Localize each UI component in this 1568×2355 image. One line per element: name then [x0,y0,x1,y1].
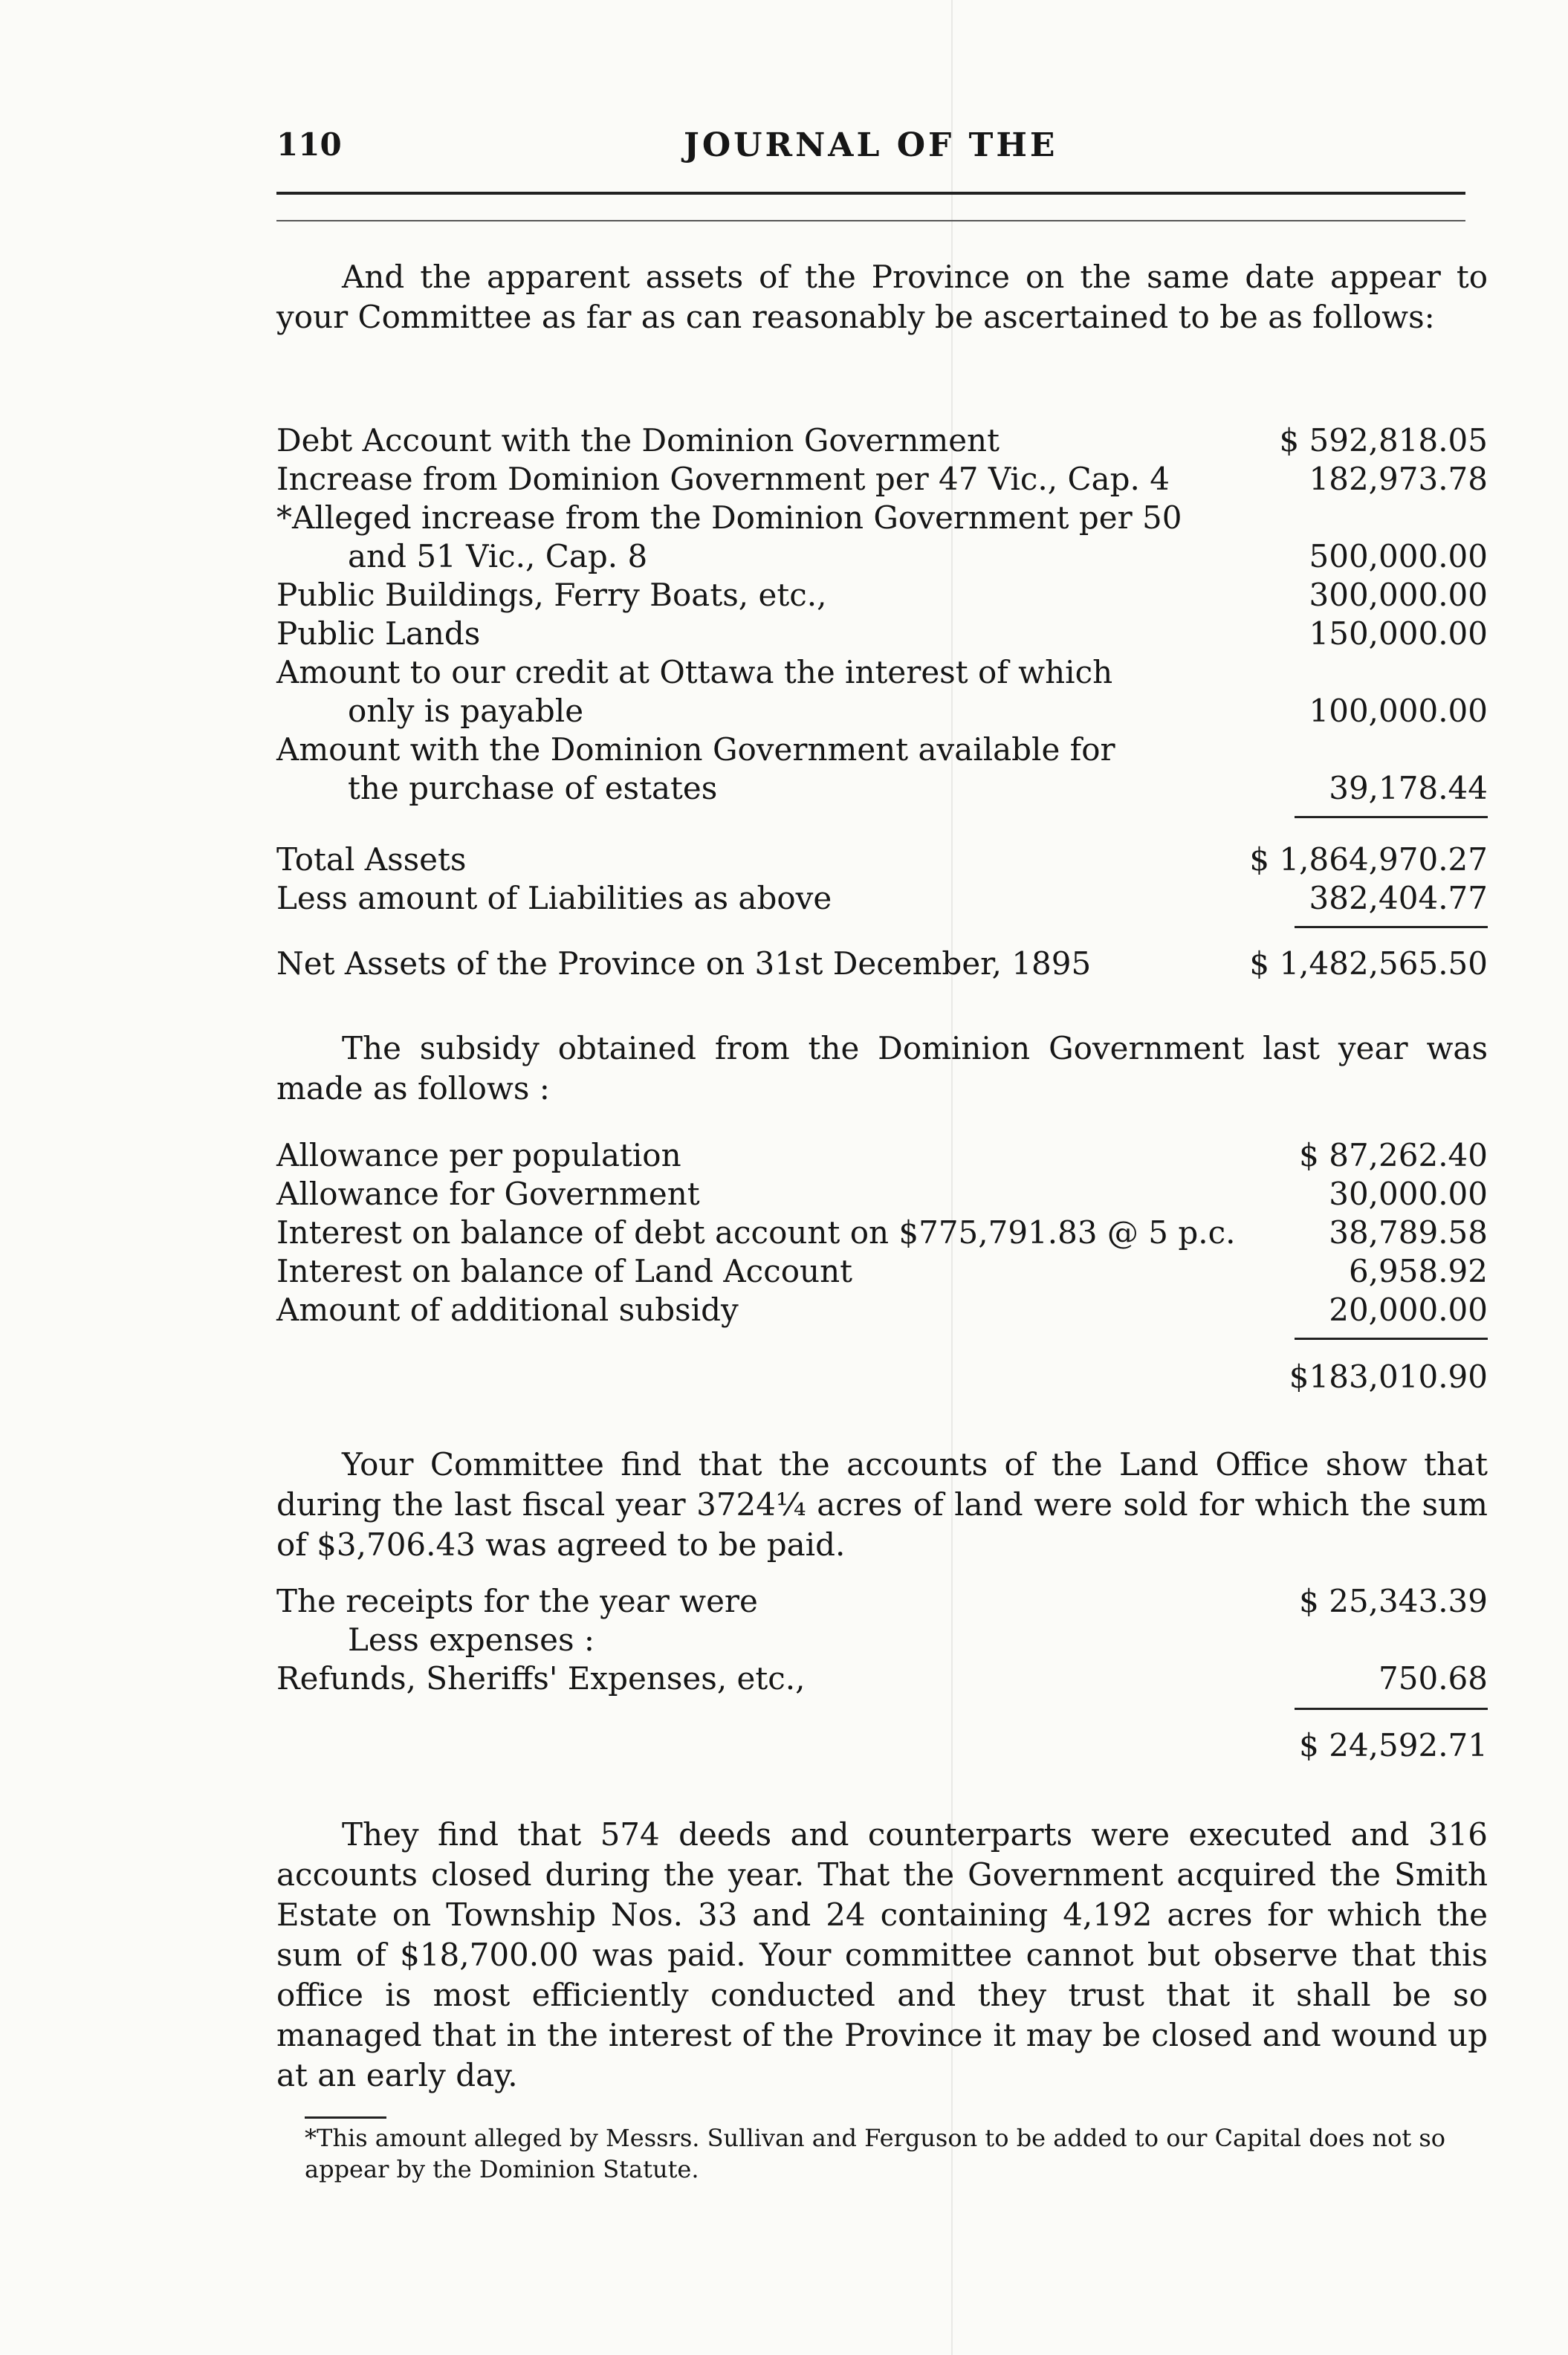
ledger-row [276,731,1488,770]
spacer [276,809,1488,826]
refunds-label: Refunds, Sheriffs' Expenses, etc., [276,1660,806,1697]
page-header [0,126,1568,178]
receipts-net-row [276,1727,1488,1766]
row-label: Debt Account with the Dominion Government [276,422,1000,459]
subsidy-total-row [276,1358,1488,1397]
sum-rule [1295,1708,1488,1710]
total-assets-amount: $ 1,864,970.27 [1249,841,1488,878]
refunds-amount: 750.68 [1379,1660,1488,1697]
ledger-row [276,1253,1488,1292]
row-amount: 20,000.00 [1329,1292,1488,1328]
subsidy-ledger [276,1137,1488,1397]
ledger-row [276,577,1488,615]
row-amount: $ 592,818.05 [1279,422,1488,459]
running-title: JOURNAL OF THE [684,126,1058,164]
page-number: 110 [276,126,342,163]
row-label: Public Lands [276,615,481,652]
row-amount: 500,000.00 [1309,538,1488,574]
ledger-row [276,654,1488,693]
row-label: *Alleged increase from the Dominion Government per 50 [276,499,1182,536]
ledger-row [276,461,1488,499]
row-amount: $ 87,262.40 [1299,1137,1488,1173]
row-label: Interest on balance of debt account on $775,791.83 @ 5 p.c. [276,1214,1236,1251]
row-label: Allowance for Government [276,1176,700,1212]
ledger-row [276,1292,1488,1330]
net-assets-label: Net Assets of the Province on 31st December, 1895 [276,945,1092,982]
footnote: *This amount alleged by Messrs. Sullivan and Ferguson to be added to our Capital does not so appear by the Dominion Statute. [305,2124,1446,2183]
spacer [276,1330,1488,1348]
header-rule-secondary [276,220,1465,221]
row-amount: 6,958.92 [1348,1253,1488,1289]
closing-paragraph: They find that 574 deeds and counterparts were executed and 316 accounts closed during the year. That the Government acquired the Smith Estate on Township Nos. 33 and 24 containing 4,192 acres for which the sum of $18,700.00 was paid. Your committee cannot but observe that this office is most efficiently conducted and they trust that it shall be so managed that in the interest of the Province it may be closed and wound up at an early day. [276,1816,1488,2093]
assets-ledger [276,422,1488,984]
less-liabilities-label: Less amount of Liabilities as above [276,880,832,916]
net-assets-amount: $ 1,482,565.50 [1249,945,1488,982]
row-amount: 39,178.44 [1329,770,1488,806]
refunds-row [276,1660,1488,1699]
net-assets-row [276,945,1488,984]
ledger-row [276,538,1488,577]
spacer [276,919,1488,935]
total-assets-row [276,841,1488,880]
row-label: Amount with the Dominion Government available for [276,731,1115,768]
ledger-row [276,1137,1488,1176]
ledger-row [276,693,1488,731]
row-amount: 100,000.00 [1309,693,1488,729]
subsidy-paragraph: The subsidy obtained from the Dominion Government last year was made as follows : [276,1030,1488,1107]
ledger-row [276,615,1488,654]
row-label: and 51 Vic., Cap. 8 [348,538,648,574]
receipts-net-amount: $ 24,592.71 [1299,1727,1488,1763]
row-label: Public Buildings, Ferry Boats, etc., [276,577,827,613]
total-assets-label: Total Assets [276,841,467,878]
row-label: Allowance per population [276,1137,681,1173]
subsidy-total-amount: $183,010.90 [1289,1358,1488,1395]
row-label: Increase from Dominion Government per 47 Vic., Cap. 4 [276,461,1170,497]
less-expenses-row [276,1622,1488,1660]
row-label: Interest on balance of Land Account [276,1253,852,1289]
row-label: Amount of additional subsidy [276,1292,739,1328]
receipts-row [276,1583,1488,1622]
sum-rule [1295,816,1488,818]
less-liabilities-amount: 382,404.77 [1309,880,1488,916]
less-expenses-label: Less expenses : [348,1622,595,1658]
intro-paragraph: And the apparent assets of the Province on the same date appear to your Committee as far as can reasonably be ascertained to be as follows: [276,259,1488,335]
sum-rule [1295,1338,1488,1340]
row-amount: 150,000.00 [1309,615,1488,652]
ledger-row [276,499,1488,538]
row-amount: 182,973.78 [1309,461,1488,497]
land-office-paragraph: Your Committee find that the accounts of the Land Office show that during the last fiscal year 3724¼ acres of land were sold for which the sum of $3,706.43 was agreed to be paid. [276,1446,1488,1563]
receipts-label: The receipts for the year were [276,1583,758,1619]
row-label: only is payable [348,693,584,729]
ledger-row [276,770,1488,809]
row-amount: 30,000.00 [1329,1176,1488,1212]
footnote-rule [305,2116,386,2119]
row-amount: 38,789.58 [1329,1214,1488,1251]
sum-rule [1295,926,1488,928]
row-amount: 300,000.00 [1309,577,1488,613]
ledger-row [276,1176,1488,1214]
ledger-row [276,422,1488,461]
row-label: Amount to our credit at Ottawa the interest of which [276,654,1113,690]
spacer [276,1699,1488,1718]
receipts-amount: $ 25,343.39 [1299,1583,1488,1619]
receipts-ledger [276,1583,1488,1766]
header-rule [276,192,1465,195]
ledger-row [276,1214,1488,1253]
less-liabilities-row [276,880,1488,919]
row-label: the purchase of estates [348,770,718,806]
